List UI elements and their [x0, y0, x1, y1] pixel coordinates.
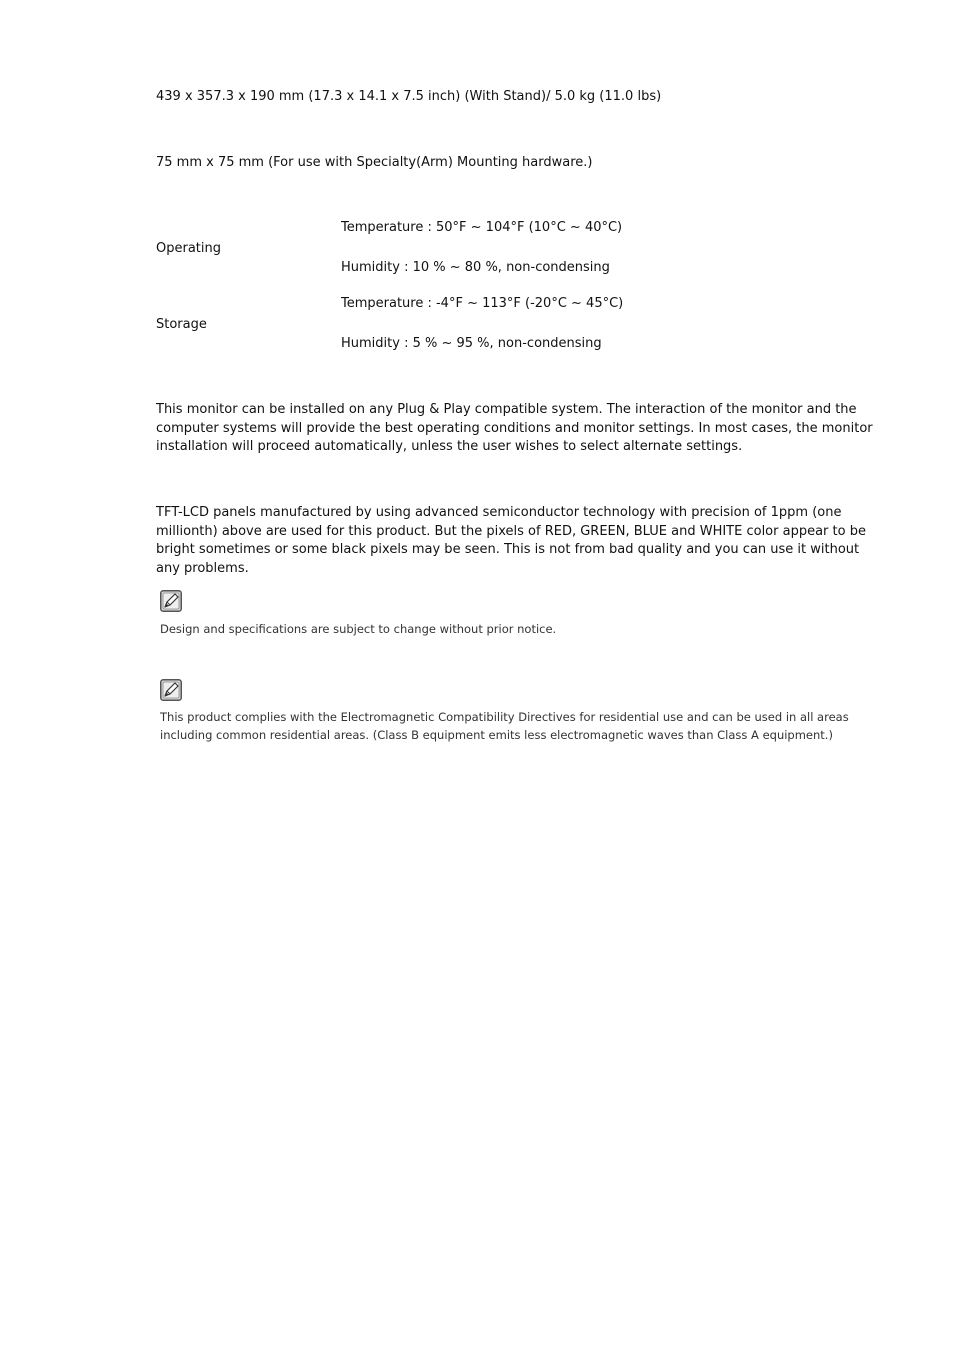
- storage-label: Storage: [156, 317, 207, 332]
- operating-humidity: Humidity : 10 % ~ 80 %, non-condensing: [341, 260, 610, 275]
- storage-humidity: Humidity : 5 % ~ 95 %, non-condensing: [341, 336, 602, 351]
- plug-and-play-paragraph: This monitor can be installed on any Plug & Play compatible system. The interaction of the monitor and the computer systems will provide the best operating conditions and monitor settings. In most cases, the monitor installation will proceed automatically, unless the user wishes to select alternate settings.: [156, 402, 873, 454]
- operating-label: Operating: [156, 241, 221, 256]
- dot-acceptable-paragraph: TFT-LCD panels manufactured by using advanced semiconductor technology with precision of 1ppm (one millionth) above are used for this product. But the pixels of RED, GREEN, BLUE and WHITE color appear to be bright sometimes or some black pixels may be seen. This is not from bad quality and you can use it without any problems.: [156, 505, 866, 576]
- note-text-2: This product complies with the Electromagnetic Compatibility Directives for residential use and can be used in all areas including common residential areas. (Class B equipment emits less electromagnetic waves than Class A equipment.): [160, 710, 849, 742]
- note-pencil-icon: [160, 679, 182, 701]
- operating-temperature: Temperature : 50°F ~ 104°F (10°C ~ 40°C): [341, 220, 623, 235]
- vesa-mount-text: 75 mm x 75 mm (For use with Specialty(Arm) Mounting hardware.): [156, 155, 593, 170]
- note-pencil-icon: [160, 590, 182, 612]
- dimensions-text: 439 x 357.3 x 190 mm (17.3 x 14.1 x 7.5 inch) (With Stand)/ 5.0 kg (11.0 lbs): [156, 89, 662, 104]
- storage-temperature: Temperature : -4°F ~ 113°F (-20°C ~ 45°C): [341, 296, 624, 311]
- note-text-1: Design and specifications are subject to change without prior notice.: [160, 622, 557, 636]
